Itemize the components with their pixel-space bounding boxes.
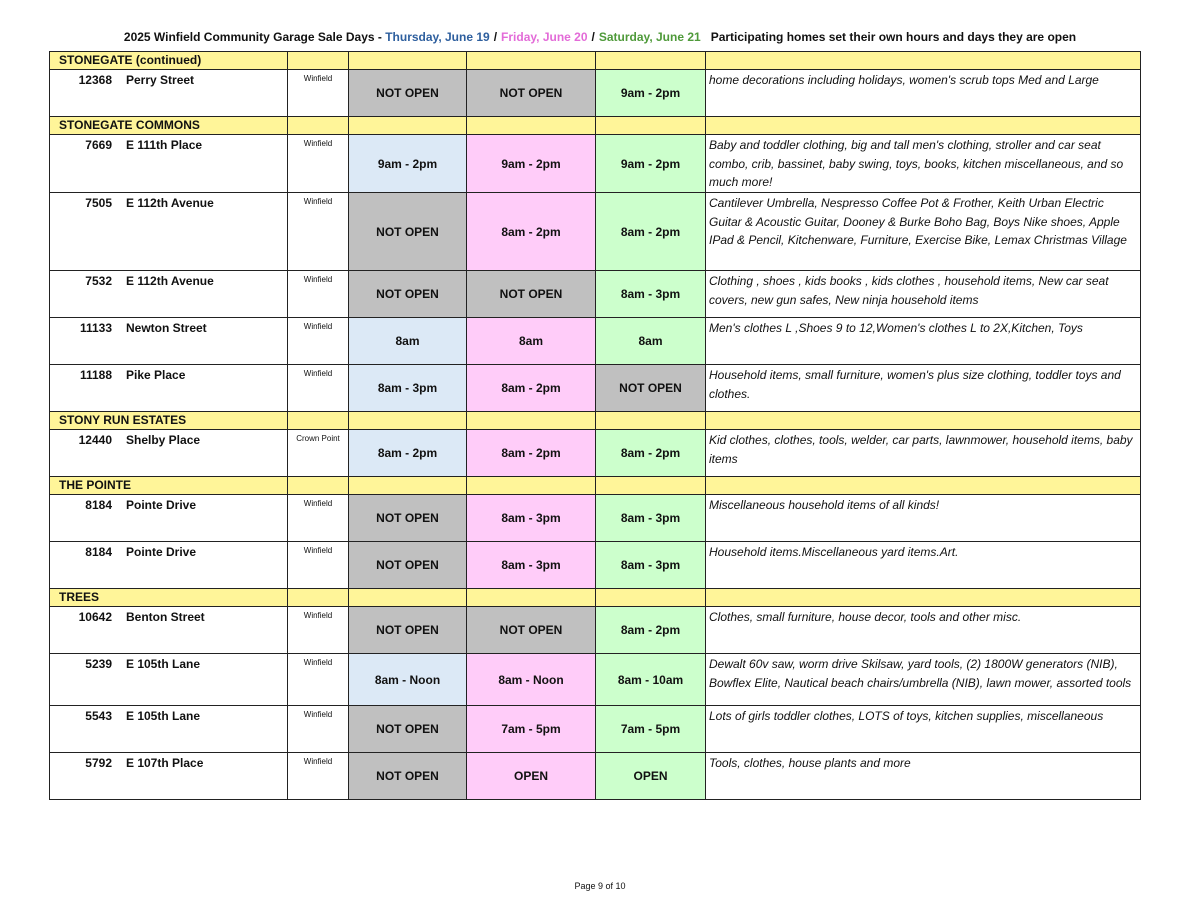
description-cell: Cantilever Umbrella, Nespresso Coffee Pot & Frother, Keith Urban Electric Guitar & Acoustic Guitar, Dooney & Burke Boho Bag, Boys Nike shoes, Apple IPad & Pencil, Kitchenware, Furniture, Exercise Bike, Lemax Christmas Village bbox=[706, 193, 1141, 271]
sat-hours-cell: 8am - 2pm bbox=[596, 430, 706, 477]
table-row bbox=[50, 318, 1141, 365]
section-filler-cell bbox=[706, 117, 1141, 135]
fri-hours-cell: NOT OPEN bbox=[467, 70, 596, 117]
street-name: Benton Street bbox=[126, 610, 205, 624]
house-number: 8184 bbox=[85, 498, 112, 512]
street-name: E 107th Place bbox=[126, 756, 204, 770]
section-filler-cell bbox=[467, 477, 596, 495]
city-cell: Crown Point bbox=[288, 430, 349, 477]
city-cell: Winfield bbox=[288, 365, 349, 412]
fri-hours-cell: 7am - 5pm bbox=[467, 706, 596, 753]
section-header-row bbox=[50, 117, 1141, 135]
header-saturday: Saturday, June 21 bbox=[598, 30, 701, 44]
street-name: Perry Street bbox=[126, 73, 195, 87]
street-name: Pike Place bbox=[126, 368, 186, 382]
city-cell: Winfield bbox=[288, 542, 349, 589]
description-cell: Household items.Miscellaneous yard items.Art. bbox=[706, 542, 1141, 589]
house-number: 11188 bbox=[79, 368, 112, 382]
house-number: 12368 bbox=[78, 73, 112, 87]
header-friday: Friday, June 20 bbox=[501, 30, 588, 44]
thu-hours-cell: 8am - 3pm bbox=[349, 365, 467, 412]
house-number: 7505 bbox=[85, 196, 112, 210]
header-title: 2025 Winfield Community Garage Sale Days - bbox=[123, 30, 386, 44]
section-name: TREES bbox=[50, 589, 288, 607]
section-filler-cell bbox=[706, 477, 1141, 495]
section-filler-cell bbox=[349, 477, 467, 495]
sat-hours-cell: 8am - 2pm bbox=[596, 607, 706, 654]
section-filler-cell bbox=[706, 589, 1141, 607]
thu-hours-cell: NOT OPEN bbox=[349, 271, 467, 318]
table-row bbox=[50, 430, 1141, 477]
address-cell bbox=[50, 706, 288, 753]
thu-hours-cell: NOT OPEN bbox=[349, 542, 467, 589]
address-cell bbox=[50, 753, 288, 800]
city-cell: Winfield bbox=[288, 193, 349, 271]
thu-hours-cell: 9am - 2pm bbox=[349, 135, 467, 193]
sat-hours-cell: NOT OPEN bbox=[596, 365, 706, 412]
section-filler-cell bbox=[288, 412, 349, 430]
street-name: Pointe Drive bbox=[126, 545, 197, 559]
sat-hours-cell: 8am - 2pm bbox=[596, 193, 706, 271]
sat-hours-cell: 8am bbox=[596, 318, 706, 365]
description-cell: Dewalt 60v saw, worm drive Skilsaw, yard tools, (2) 1800W generators (NIB), Bowflex Elite, Nautical beach chairs/umbrella (NIB), lawn mower, assorted tools bbox=[706, 654, 1141, 706]
section-filler-cell bbox=[596, 52, 706, 70]
address-cell bbox=[50, 654, 288, 706]
description-cell: Kid clothes, clothes, tools, welder, car parts, lawnmower, household items, baby items bbox=[706, 430, 1141, 477]
address-cell bbox=[50, 135, 288, 193]
thu-hours-cell: 8am - Noon bbox=[349, 654, 467, 706]
thu-hours-cell: NOT OPEN bbox=[349, 193, 467, 271]
section-filler-cell bbox=[706, 52, 1141, 70]
house-number: 5239 bbox=[85, 657, 112, 671]
section-filler-cell bbox=[288, 477, 349, 495]
street-name: E 111th Place bbox=[126, 138, 203, 152]
section-header-row bbox=[50, 589, 1141, 607]
street-name: E 105th Lane bbox=[126, 709, 201, 723]
table-row bbox=[50, 365, 1141, 412]
section-filler-cell bbox=[349, 589, 467, 607]
address-cell bbox=[50, 318, 288, 365]
section-filler-cell bbox=[288, 117, 349, 135]
section-filler-cell bbox=[349, 117, 467, 135]
description-cell: Clothing , shoes , kids books , kids clothes , household items, New car seat covers, new gun safes, New ninja household items bbox=[706, 271, 1141, 318]
description-cell: Household items, small furniture, women's plus size clothing, toddler toys and clothes. bbox=[706, 365, 1141, 412]
street-name: E 112th Avenue bbox=[126, 196, 214, 210]
section-filler-cell bbox=[467, 117, 596, 135]
address-cell bbox=[50, 607, 288, 654]
table-row bbox=[50, 135, 1141, 193]
table-row bbox=[50, 607, 1141, 654]
description-cell: Clothes, small furniture, house decor, tools and other misc. bbox=[706, 607, 1141, 654]
table-row bbox=[50, 542, 1141, 589]
section-name: STONEGATE (continued) bbox=[50, 52, 288, 70]
header-separator: / bbox=[591, 30, 595, 44]
table-row bbox=[50, 271, 1141, 318]
section-header-row bbox=[50, 52, 1141, 70]
address-cell bbox=[50, 193, 288, 271]
fri-hours-cell: OPEN bbox=[467, 753, 596, 800]
address-cell bbox=[50, 430, 288, 477]
table-row bbox=[50, 193, 1141, 271]
section-filler-cell bbox=[596, 117, 706, 135]
section-header-row bbox=[50, 477, 1141, 495]
header-note: Participating homes set their own hours and days they are open bbox=[710, 30, 1077, 44]
table-row bbox=[50, 706, 1141, 753]
house-number: 7532 bbox=[85, 274, 112, 288]
house-number: 8184 bbox=[85, 545, 112, 559]
address-cell bbox=[50, 271, 288, 318]
thu-hours-cell: 8am - 2pm bbox=[349, 430, 467, 477]
sat-hours-cell: 8am - 3pm bbox=[596, 495, 706, 542]
house-number: 12440 bbox=[78, 433, 112, 447]
fri-hours-cell: 8am - Noon bbox=[467, 654, 596, 706]
sat-hours-cell: OPEN bbox=[596, 753, 706, 800]
house-number: 11133 bbox=[79, 321, 112, 335]
house-number: 5792 bbox=[85, 756, 112, 770]
sat-hours-cell: 8am - 10am bbox=[596, 654, 706, 706]
street-name: E 112th Avenue bbox=[126, 274, 214, 288]
house-number: 7669 bbox=[85, 138, 112, 152]
description-cell: Tools, clothes, house plants and more bbox=[706, 753, 1141, 800]
thu-hours-cell: NOT OPEN bbox=[349, 706, 467, 753]
city-cell: Winfield bbox=[288, 135, 349, 193]
city-cell: Winfield bbox=[288, 753, 349, 800]
fri-hours-cell: 8am - 3pm bbox=[467, 495, 596, 542]
thu-hours-cell: NOT OPEN bbox=[349, 495, 467, 542]
sat-hours-cell: 7am - 5pm bbox=[596, 706, 706, 753]
section-filler-cell bbox=[596, 589, 706, 607]
section-filler-cell bbox=[288, 52, 349, 70]
section-filler-cell bbox=[706, 412, 1141, 430]
section-header-row bbox=[50, 412, 1141, 430]
street-name: Pointe Drive bbox=[126, 498, 197, 512]
sat-hours-cell: 9am - 2pm bbox=[596, 135, 706, 193]
sat-hours-cell: 8am - 3pm bbox=[596, 271, 706, 318]
city-cell: Winfield bbox=[288, 495, 349, 542]
section-filler-cell bbox=[349, 412, 467, 430]
section-filler-cell bbox=[467, 589, 596, 607]
garage-sale-table bbox=[49, 51, 1141, 800]
fri-hours-cell: 8am - 2pm bbox=[467, 193, 596, 271]
table-row bbox=[50, 495, 1141, 542]
description-cell: Baby and toddler clothing, big and tall men's clothing, stroller and car seat combo, crib, bassinet, baby swing, toys, books, kitchen miscellaneous, and so much more! bbox=[706, 135, 1141, 193]
thu-hours-cell: 8am bbox=[349, 318, 467, 365]
description-cell: Lots of girls toddler clothes, LOTS of toys, kitchen supplies, miscellaneous bbox=[706, 706, 1141, 753]
section-filler-cell bbox=[467, 412, 596, 430]
fri-hours-cell: 9am - 2pm bbox=[467, 135, 596, 193]
section-filler-cell bbox=[288, 589, 349, 607]
header-thursday: Thursday, June 19 bbox=[385, 30, 490, 44]
fri-hours-cell: NOT OPEN bbox=[467, 607, 596, 654]
fri-hours-cell: 8am bbox=[467, 318, 596, 365]
house-number: 10642 bbox=[78, 610, 112, 624]
description-cell: Miscellaneous household items of all kinds! bbox=[706, 495, 1141, 542]
city-cell: Winfield bbox=[288, 271, 349, 318]
city-cell: Winfield bbox=[288, 70, 349, 117]
section-filler-cell bbox=[467, 52, 596, 70]
address-cell bbox=[50, 365, 288, 412]
fri-hours-cell: 8am - 2pm bbox=[467, 430, 596, 477]
address-cell bbox=[50, 542, 288, 589]
table-row bbox=[50, 70, 1141, 117]
address-cell bbox=[50, 495, 288, 542]
header-separator: / bbox=[493, 30, 498, 44]
section-filler-cell bbox=[349, 52, 467, 70]
fri-hours-cell: NOT OPEN bbox=[467, 271, 596, 318]
section-name: THE POINTE bbox=[50, 477, 288, 495]
address-cell bbox=[50, 70, 288, 117]
table-row bbox=[50, 753, 1141, 800]
page-header bbox=[0, 30, 1200, 44]
thu-hours-cell: NOT OPEN bbox=[349, 70, 467, 117]
city-cell: Winfield bbox=[288, 607, 349, 654]
description-cell: home decorations including holidays, women's scrub tops Med and Large bbox=[706, 70, 1141, 117]
section-filler-cell bbox=[596, 477, 706, 495]
thu-hours-cell: NOT OPEN bbox=[349, 753, 467, 800]
page-number: Page 9 of 10 bbox=[574, 881, 626, 891]
street-name: Shelby Place bbox=[126, 433, 201, 447]
description-cell: Men's clothes L ,Shoes 9 to 12,Women's clothes L to 2X,Kitchen, Toys bbox=[706, 318, 1141, 365]
table-row bbox=[50, 654, 1141, 706]
fri-hours-cell: 8am - 3pm bbox=[467, 542, 596, 589]
house-number: 5543 bbox=[85, 709, 112, 723]
section-name: STONY RUN ESTATES bbox=[50, 412, 288, 430]
street-name: Newton Street bbox=[126, 321, 207, 335]
section-filler-cell bbox=[596, 412, 706, 430]
city-cell: Winfield bbox=[288, 654, 349, 706]
section-name: STONEGATE COMMONS bbox=[50, 117, 288, 135]
city-cell: Winfield bbox=[288, 706, 349, 753]
thu-hours-cell: NOT OPEN bbox=[349, 607, 467, 654]
city-cell: Winfield bbox=[288, 318, 349, 365]
sat-hours-cell: 8am - 3pm bbox=[596, 542, 706, 589]
fri-hours-cell: 8am - 2pm bbox=[467, 365, 596, 412]
sat-hours-cell: 9am - 2pm bbox=[596, 70, 706, 117]
street-name: E 105th Lane bbox=[126, 657, 201, 671]
